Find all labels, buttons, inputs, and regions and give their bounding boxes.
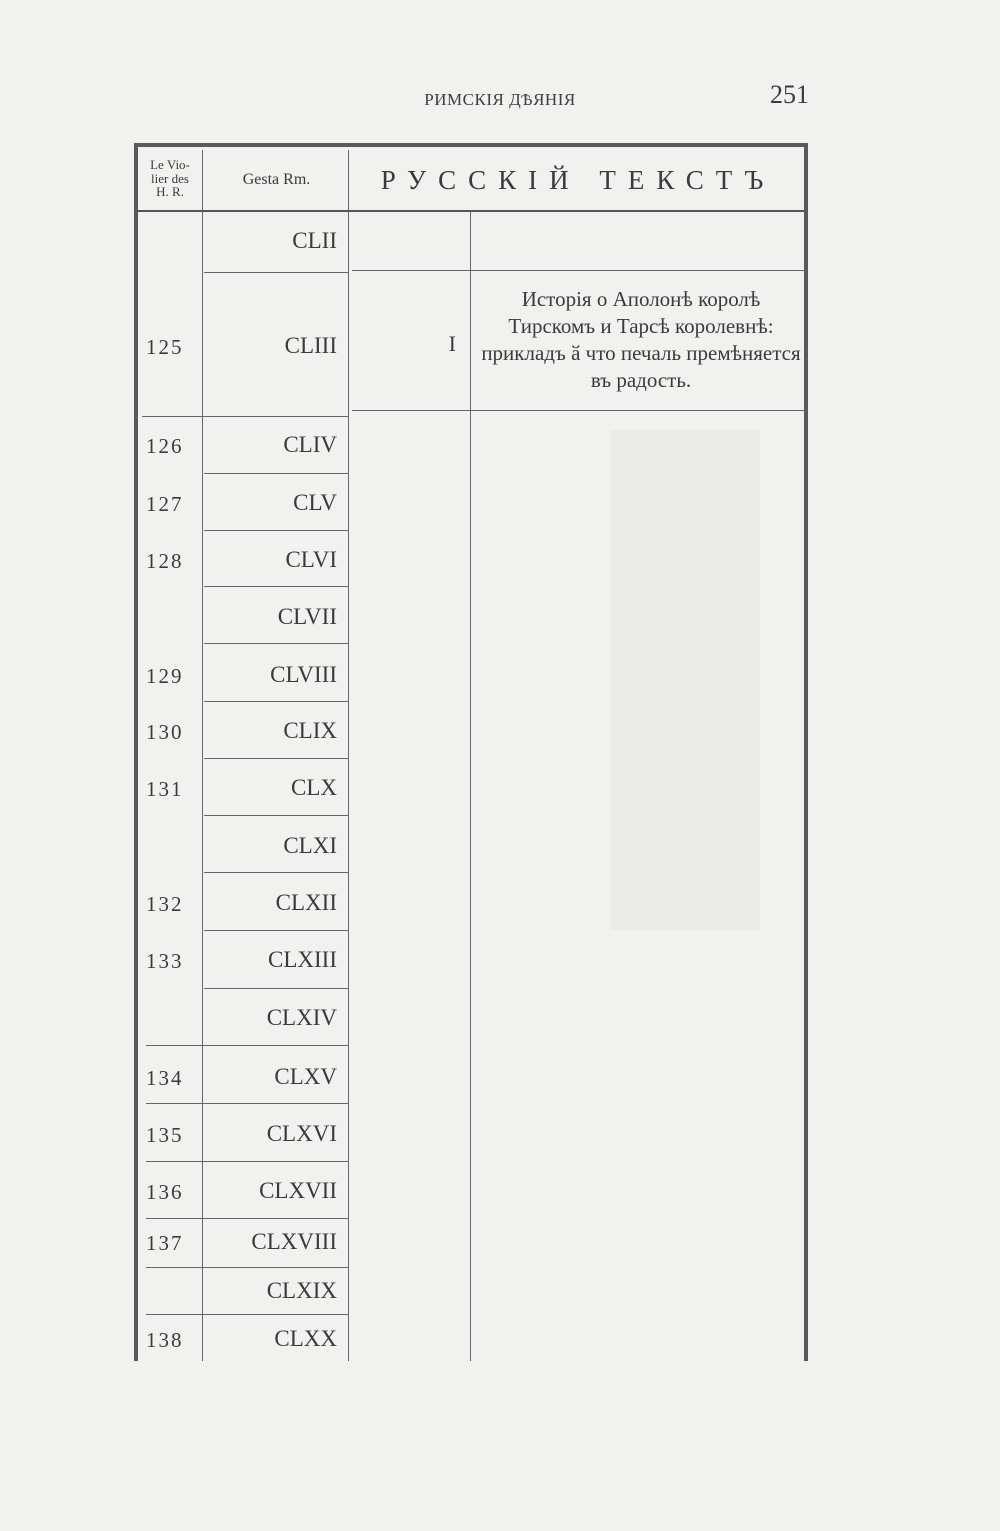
gesta-number: CLXIV [266,1005,337,1030]
row-rule [204,815,348,816]
gesta-number: CLXIX [266,1278,337,1303]
row-rule [204,872,348,873]
row-rule [204,272,348,273]
violier-number: 137 [146,1231,184,1255]
gesta-number: CLIX [283,718,337,743]
violier-number: 125 [146,335,184,359]
gesta-number: CLV [293,490,337,515]
row-rule [204,988,348,989]
violier-number: 134 [146,1066,184,1090]
violier-number: 133 [146,949,184,973]
row-rule [142,416,348,417]
violier-number: 127 [146,492,184,516]
column-divider [202,150,203,1361]
gesta-number: CLVIII [270,662,337,687]
gesta-number: CLVI [285,547,337,572]
row-rule [204,930,348,931]
violier-number: 130 [146,720,184,744]
gesta-number: CLXI [283,833,337,858]
column-divider [348,150,349,1361]
gesta-number: CLVII [277,604,337,629]
row-rule [204,530,348,531]
row-rule [146,1218,348,1219]
row-rule [352,270,804,271]
gesta-number: CLII [292,228,337,253]
row-rule [204,586,348,587]
header-gesta-rm: Gesta Rm. [242,171,311,188]
violier-number: 135 [146,1123,184,1147]
row-rule [146,1103,348,1104]
row-rule [204,758,348,759]
column-divider [470,212,471,1361]
violier-number: 129 [146,664,184,688]
row-rule [204,473,348,474]
gesta-number: CLXVII [259,1178,337,1203]
gesta-number: CLXV [274,1064,337,1089]
header-rule [138,210,804,212]
row-rule [146,1314,348,1315]
gesta-number: CLXII [275,890,337,915]
row-rule [146,1267,348,1268]
row-rule [204,701,348,702]
header-russian-text: РУССКІЙ ТЕКСТЪ [380,165,776,195]
violier-number: 132 [146,892,184,916]
row-rule [146,1161,348,1162]
violier-number: 136 [146,1180,184,1204]
row-rule [204,643,348,644]
violier-number: 131 [146,777,184,801]
gesta-number: CLIII [284,333,337,358]
russian-text: Исторія о Аполонѣ королѣ Тирскомъ и Тарсѣ королевнѣ: прикладъ ӑ что печаль премѣняется въ радость. [481,287,801,392]
gesta-number: CLXVI [266,1121,337,1146]
violier-number: 128 [146,549,184,573]
gesta-number: CLXVIII [251,1229,337,1254]
gesta-number: CLXX [274,1326,337,1351]
gesta-number: CLIV [283,432,337,457]
chapter-number: I [448,331,456,356]
page-number: 251 [770,80,809,109]
row-rule [146,1045,348,1046]
gesta-number: CLXIII [268,947,337,972]
header-le-violier: Le Vio- lier des H. R. [150,157,190,200]
running-title: РИМСКІЯ ДѢЯНІЯ [424,90,576,109]
gesta-number: CLX [291,775,337,800]
row-rule [352,410,804,411]
violier-number: 138 [146,1328,184,1352]
violier-number: 126 [146,434,184,458]
